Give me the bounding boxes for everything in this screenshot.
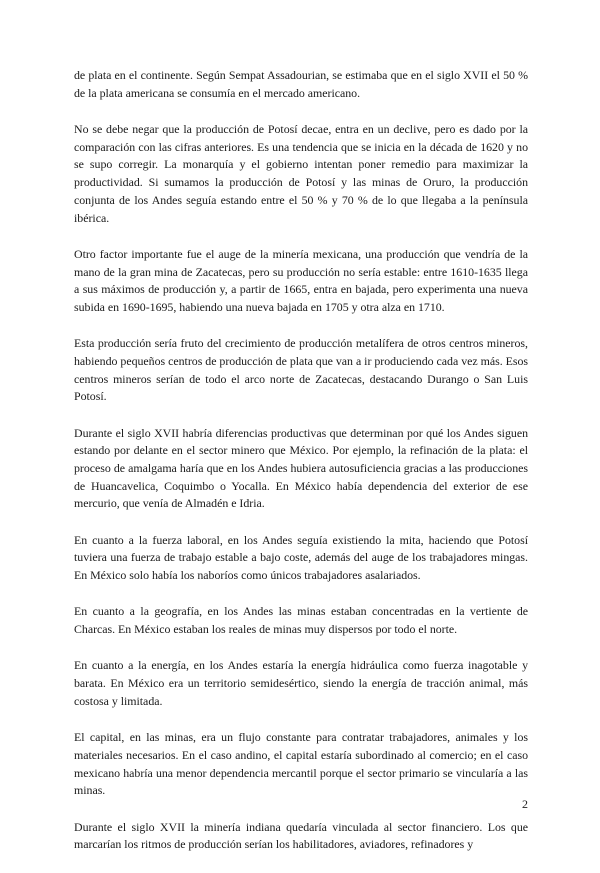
paragraph-2: No se debe negar que la producción de Potosí decae, entra en un declive, pero es dado por la comparación con las cifras anteriores. Es una tendencia que se inicia en la década de 1620 y no se supo corregir. La monarquía y el gobierno intentan poner remedio para maximizar la productividad. Si sumamos la producción de Potosí y las minas de Oruro, la producción conjunta de los Andes seguía estando entre el 50 % y 70 % de lo que llegaba a la península ibérica. xyxy=(74,122,528,225)
paragraph-1: de plata en el continente. Según Sempat Assadourian, se estimaba que en el siglo XVII el 50 % de la plata americana se consumía en el mercado americano. xyxy=(74,68,528,100)
paragraph-8: En cuanto a la energía, en los Andes estaría la energía hidráulica como fuerza inagotable y barata. En México era un territorio semidesértico, siendo la energía de tracción animal, más costosa y limitada. xyxy=(74,658,528,708)
paragraph-4: Esta producción sería fruto del crecimiento de producción metalífera de otros centros mineros, habiendo pequeños centros de producción de plata que van a ir produciendo cada vez más. Esos centros mineros serían de todo el arco norte de Zacatecas, destacando Durango o San Luis Potosí. xyxy=(74,336,528,404)
paragraph-6: En cuanto a la fuerza laboral, en los Andes seguía existiendo la mita, haciendo que Potosí tuviera una fuerza de trabajo estable a bajo coste, además del auge de los trabajadores mingas. En México solo había los naboríos como únicos trabajadores asalariados. xyxy=(74,532,528,583)
paragraph-5: Durante el siglo XVII habría diferencias productivas que determinan por qué los Andes siguen estando por delante en el sector minero que México. Por ejemplo, la refinación de la plata: el proceso de amalgama haría que en los Andes hubiera autosuficiencia gracias a las producciones de Huancavelica, Coquimbo o Yocalla. En México había dependencia del exterior de ese mercurio, que venía de Almadén e Idria. xyxy=(74,425,528,511)
paragraph-7: En cuanto a la geografía, en los Andes las minas estaban concentradas en la vertiente de Charcas. En México estaban los reales de minas muy dispersos por todo el norte. xyxy=(74,604,528,637)
page-number: 2 xyxy=(522,797,528,811)
page-body xyxy=(74,67,528,873)
paragraph-9: El capital, en las minas, era un flujo constante para contratar trabajadores, animales y los materiales necesarios. En el caso andino, el capital estaría subordinado al comercio; en el caso mexicano habría una menor dependencia mercantil porque el sector primario se vincularía a las minas. xyxy=(74,730,528,798)
paragraph-3: Otro factor importante fue el auge de la minería mexicana, una producción que vendría de la mano de la gran mina de Zacatecas, pero su producción no sería estable: entre 1610-1635 llega a sus máximos de producción y, a partir de 1665, entra en bajada, pero experimenta una nueva subida en 1690-1695, habiendo una nueva bajada en 1705 y otra alza en 1710. xyxy=(74,246,528,314)
paragraph-10: Durante el siglo XVII la minería indiana quedaría vinculada al sector financiero. Los que marcarían los ritmos de producción serían los habilitadores, aviadores, refinadores y xyxy=(74,819,528,852)
